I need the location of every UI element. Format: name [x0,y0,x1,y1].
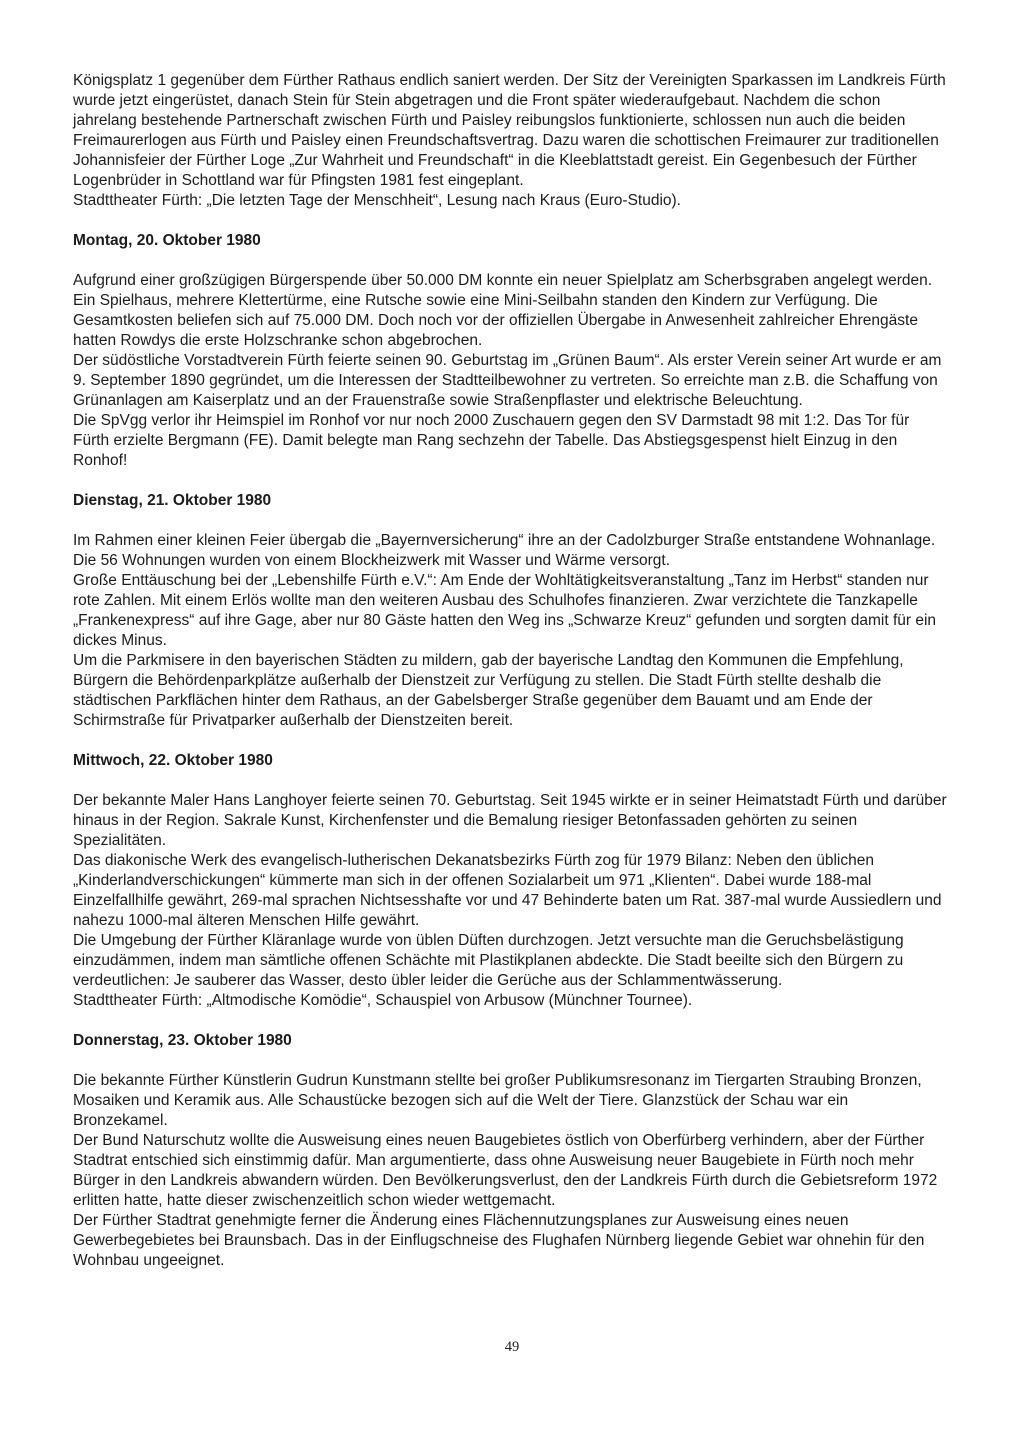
paragraph: Im Rahmen einer kleinen Feier übergab die „Bayernversicherung“ ihre an der Cadolzburger Straße entstandene Wohnanlage. Die 56 Wohnungen wurden von einem Blockheizwerk mit Wasser und Wärme versorgt. [73,532,936,569]
paragraph: Der Bund Naturschutz wollte die Ausweisung eines neuen Baugebietes östlich von Oberfürberg verhindern, aber der Fürther Stadtrat entschied sich einstimmig dafür. Man argumentierte, dass ohne Ausweisung neuer Baugebiete in Fürth noch mehr Bürger in den Landkreis abwandern würden. Den Bevölkerungsverlust, den der Landkreis Fürth durch die Gebietsreform 1972 erlitten hatte, hatte dieser zwischenzeitlich schon wieder wettgemacht. [73,1132,938,1209]
section-montag-20-oktober [73,231,947,471]
paragraph: Der südöstliche Vorstadtverein Fürth feierte seinen 90. Geburtstag im „Grünen Baum“. Als erster Verein seiner Art wurde er am 9. September 1890 gegründet, um die Interessen der Stadtteilbewohner zu vertreten. So erreichte man z.B. die Schaffung von Grünanlagen am Kaiserplatz und an der Frauenstraße sowie Straßenpflaster und elektrische Beleuchtung. [73,352,942,409]
section-intro [73,71,947,211]
paragraph: Um die Parkmisere in den bayerischen Städten zu mildern, gab der bayerische Landtag den Kommunen die Empfehlung, Bürgern die Behördenparkplätze außerhalb der Dienstzeit zur Verfügung zu stellen. Die Stadt Fürth stellte deshalb die städtischen Parkflächen hinter dem Rathaus, an der Gabelsberger Straße gegenüber dem Bauamt und am Ende der Schirmstraße für Privatparker außerhalb der Dienstzeiten bereit. [73,652,904,729]
page-number: 49 [504,1339,520,1355]
document-content [73,71,947,1271]
section-donnerstag-23-oktober [73,1031,947,1271]
paragraph: Der bekannte Maler Hans Langhoyer feierte seinen 70. Geburtstag. Seit 1945 wirkte er in seiner Heimatstadt Fürth und darüber hinaus in der Region. Sakrale Kunst, Kirchenfenster und die Bemalung riesiger Betonfassaden gehörten zu seinen Spezialitäten. [73,792,947,849]
paragraph: Große Enttäuschung bei der „Lebenshilfe Fürth e.V.“: Am Ende der Wohltätigkeitsveranstaltung „Tanz im Herbst“ standen nur rote Zahlen. Mit einem Erlös wollte man den weiteren Ausbau des Schulhofes finanzieren. Zwar verzichtete die Tanzkapelle „Frankenexpress“ auf ihre Gage, aber nur 80 Gäste hatten den Weg ins „Schwarze Kreuz“ gefunden und sorgten damit für ein dickes Minus. [73,572,937,649]
paragraph: Stadttheater Fürth: „Die letzten Tage der Menschheit“, Lesung nach Kraus (Euro-Studio). [73,192,681,209]
paragraph: Aufgrund einer großzügigen Bürgerspende über 50.000 DM konnte ein neuer Spielplatz am Scherbsgraben angelegt werden. Ein Spielhaus, mehrere Klettertürme, eine Rutsche sowie eine Mini-Seilbahn standen den Kindern zur Verfügung. Die Gesamtkosten beliefen sich auf 75.000 DM. Doch noch vor der offiziellen Übergabe in Anwesenheit zahlreicher Ehrengäste hatten Rowdys die erste Holzschranke schon abgebrochen. [73,272,933,349]
paragraph: Das diakonische Werk des evangelisch-lutherischen Dekanatsbezirks Fürth zog für 1979 Bilanz: Neben den üblichen „Kinderlandverschickungen“ kümmerte man sich in der offenen Sozialarbeit um 971 „Klienten“. Dabei wurde 188-mal Einzelfallhilfe gewährt, 269-mal sprachen Nichtsesshafte vor und 47 Behinderte baten um Rat. 387-mal wurde Aussiedlern und nahezu 1000-mal älteren Menschen Hilfe gewährt. [73,852,942,929]
date-heading: Mittwoch, 22. Oktober 1980 [73,752,273,769]
paragraph: Der Fürther Stadtrat genehmigte ferner die Änderung eines Flächennutzungsplanes zur Ausweisung eines neuen Gewerbegebietes bei Braunsbach. Das in der Einflugschneise des Flughafen Nürnberg liegende Gebiet war ohnehin für den Wohnbau ungeeignet. [73,1212,925,1269]
section-dienstag-21-oktober [73,491,947,731]
paragraph: Stadttheater Fürth: „Altmodische Komödie“, Schauspiel von Arbusow (Münchner Tournee). [73,992,693,1009]
paragraph: Die Umgebung der Fürther Kläranlage wurde von üblen Düften durchzogen. Jetzt versuchte man die Geruchsbelästigung einzudämmen, indem man sämtliche offenen Schächte mit Plastikplanen abdeckte. Die Stadt beeilte sich den Bürgern zu verdeutlichen: Je sauberer das Wasser, desto übler leider die Gerüche aus der Schlammentwässerung. [73,932,904,989]
date-heading: Donnerstag, 23. Oktober 1980 [73,1032,292,1049]
paragraph: Königsplatz 1 gegenüber dem Fürther Rathaus endlich saniert werden. Der Sitz der Vereinigten Sparkassen im Landkreis Fürth wurde jetzt eingerüstet, danach Stein für Stein abgetragen und die Front später wiederaufgebaut. Nachdem die schon jahrelang bestehende Partnerschaft zwischen Fürth und Paisley reibungslos funktionierte, schlossen nun auch die beiden Freimaurerlogen aus Fürth und Paisley einen Freundschaftsvertrag. Dazu waren die schottischen Freimaurer zur traditionellen Johannisfeier der Fürther Loge „Zur Wahrheit und Freundschaft“ in die Kleeblattstadt gereist. Ein Gegenbesuch der Fürther Logenbrüder in Schottland war für Pfingsten 1981 fest eingeplant. [73,72,946,189]
date-heading: Dienstag, 21. Oktober 1980 [73,492,272,509]
section-mittwoch-22-oktober [73,751,947,1011]
paragraph: Die SpVgg verlor ihr Heimspiel im Ronhof vor nur noch 2000 Zuschauern gegen den SV Darmstadt 98 mit 1:2. Das Tor für Fürth erzielte Bergmann (FE). Damit belegte man Rang sechzehn der Tabelle. Das Abstiegsgespenst hielt Einzug in den Ronhof! [73,412,910,469]
paragraph: Die bekannte Fürther Künstlerin Gudrun Kunstmann stellte bei großer Publikumsresonanz im Tiergarten Straubing Bronzen, Mosaiken und Keramik aus. Alle Schaustücke bezogen sich auf die Welt der Tiere. Glanzstück der Schau war ein Bronzekamel. [73,1072,922,1129]
date-heading: Montag, 20. Oktober 1980 [73,232,261,249]
